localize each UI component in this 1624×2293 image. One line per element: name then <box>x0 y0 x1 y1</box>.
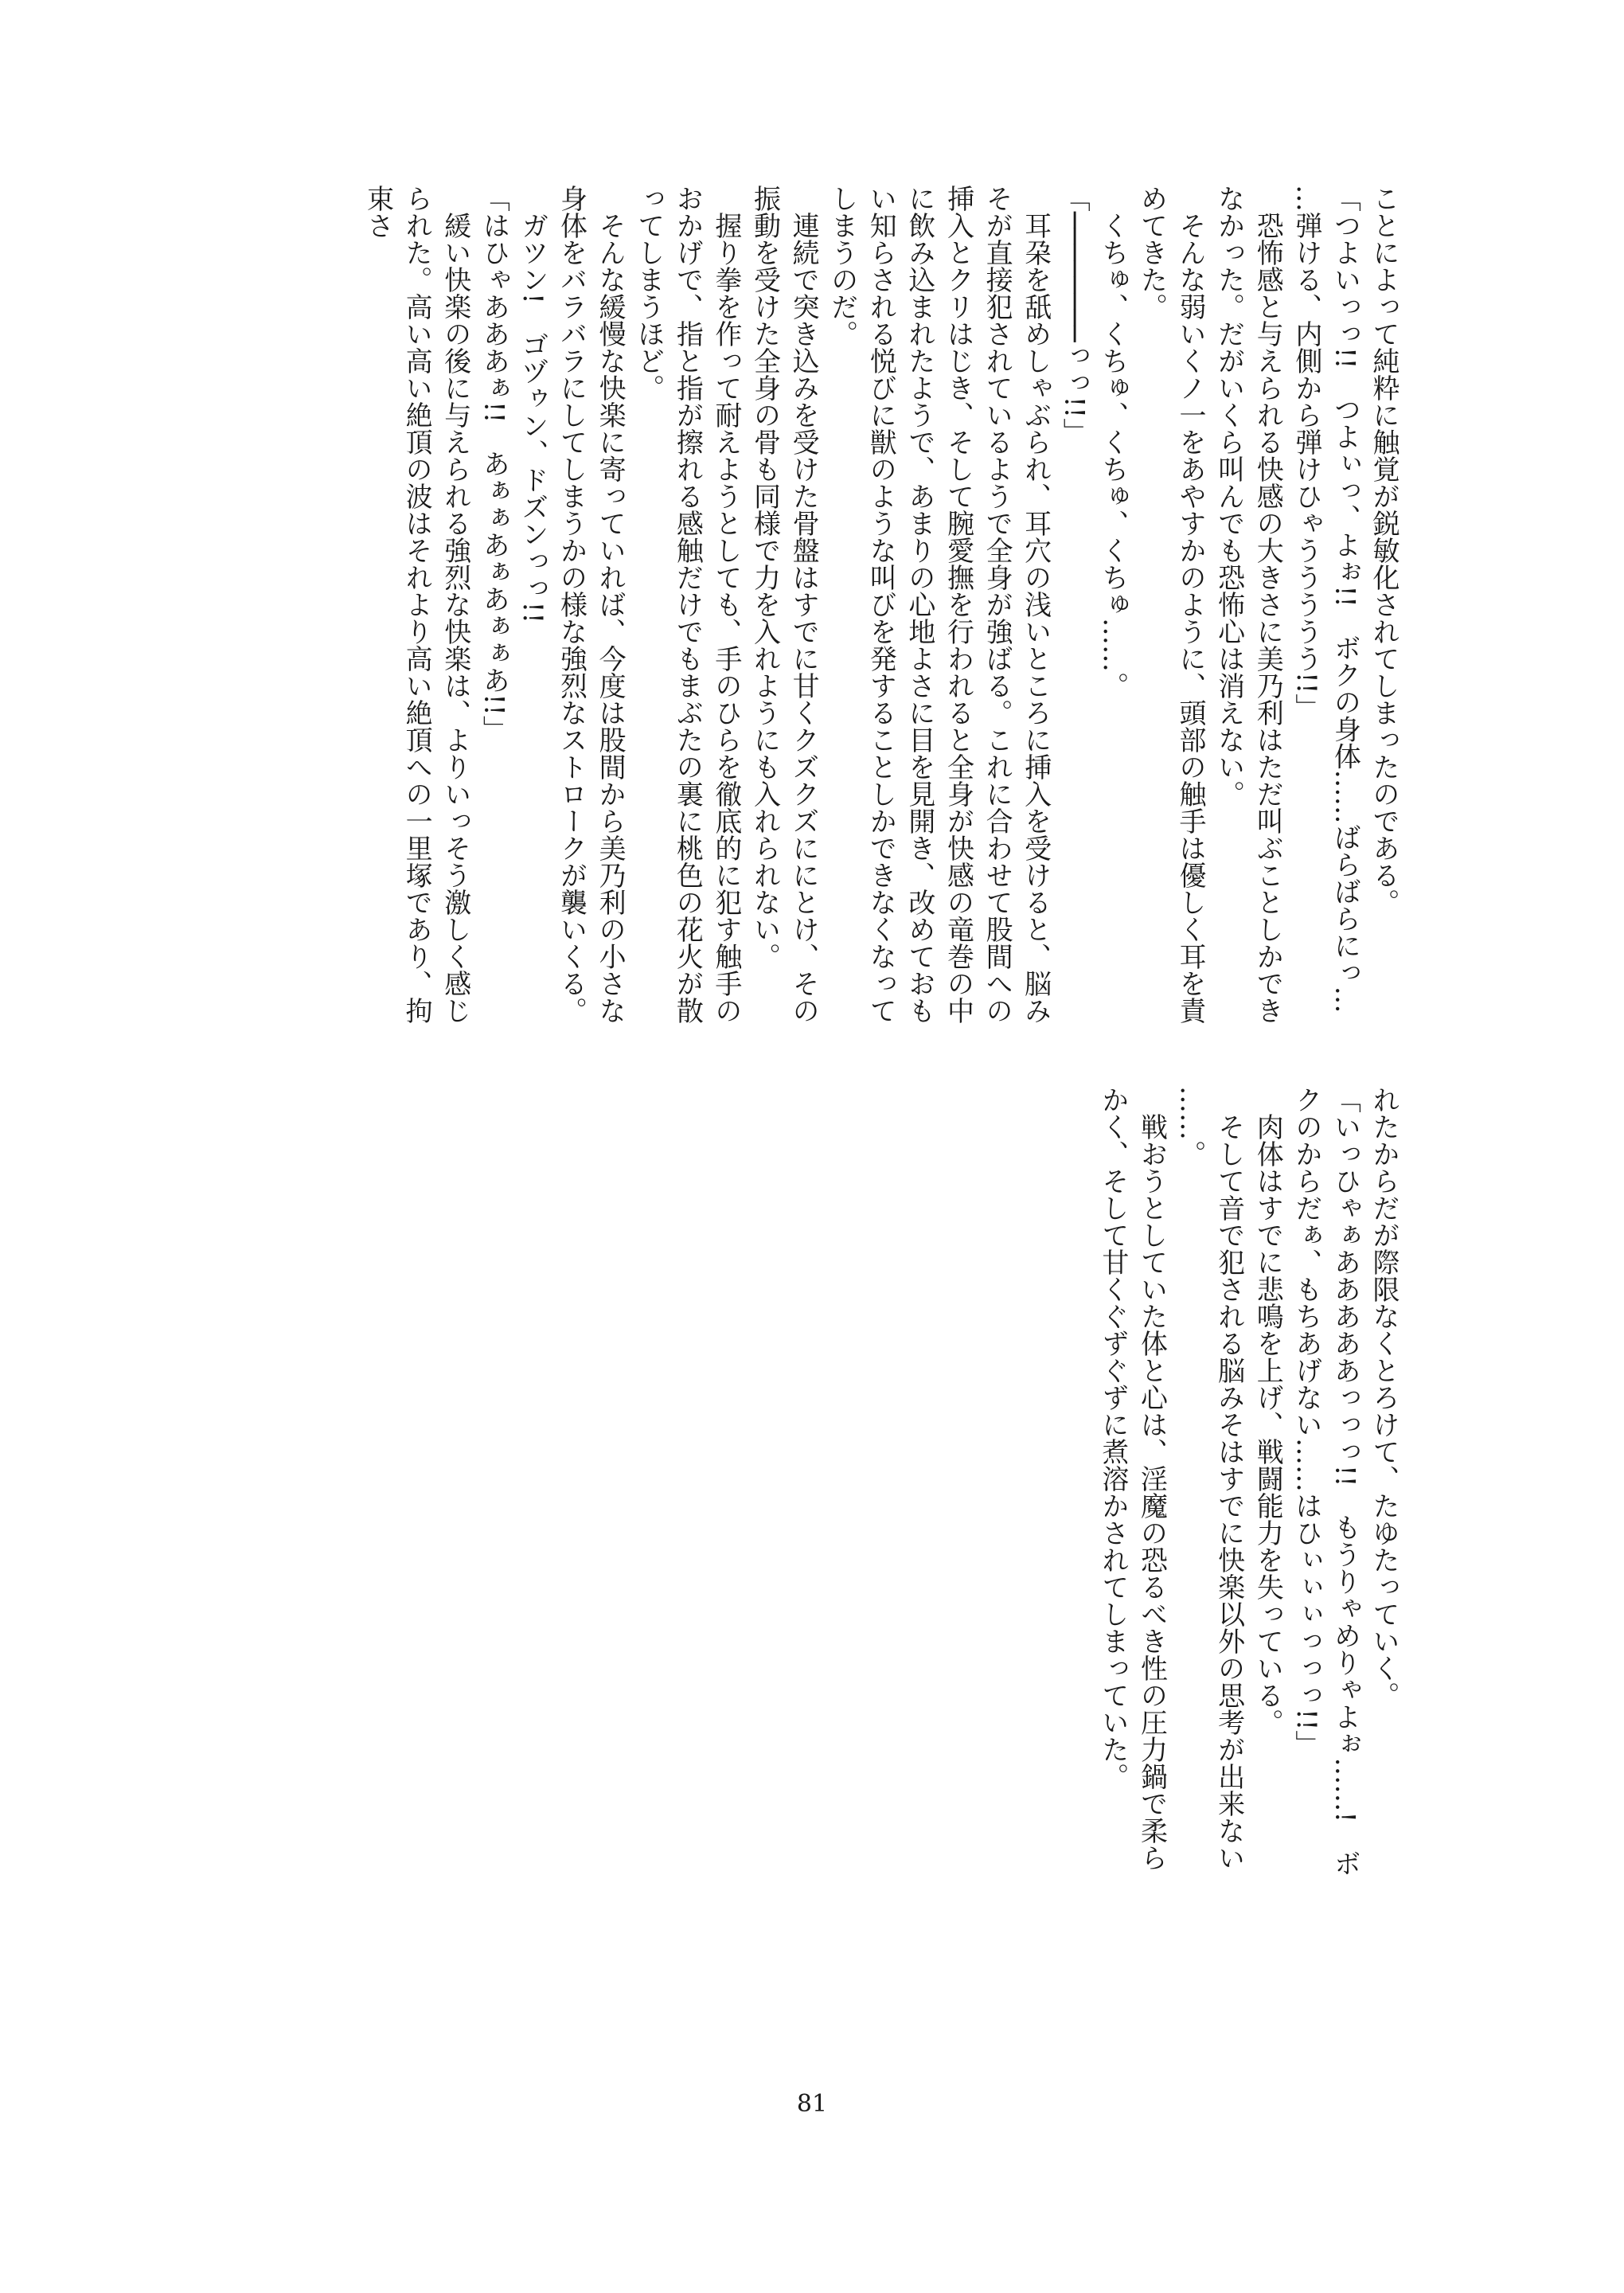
paragraph: ガツン! ゴヅゥン、ドズンっっ!! <box>516 212 548 623</box>
paragraph: 「────────っっ!!」 <box>1058 185 1091 446</box>
page-number: 81 <box>796 2090 828 2118</box>
paragraph: 耳朶を舐めしゃぶられ、耳穴の浅いところに挿入を受けると、脳みそが直接犯されているようで全身が強ばる。これに合わせて股間への挿入とクリはじき、そして腕愛撫を行われると全身が快感の竜巻の中に飲み込まれたようで、あまりの心地よさに目を見開き、改めておもい知らされる悦びに獣のような叫びを発することしかできなくなってしまうのだ。 <box>826 185 1052 1024</box>
paragraph: 連続で突き込みを受けた骨盤はすでに甘くクズクズににとけ、その振動を受けた全身の骨も同様で力を入れようにも入れられない。 <box>748 185 820 1024</box>
paragraph: れたからだが際限なくとろけて、たゆたっていく。 <box>1368 1086 1400 1709</box>
paragraph: そんな緩慢な快楽に寄っていれば、今度は股間から美乃利の小さな身体をバラバラにしてしまうかの様な強烈なストロークが襲いくる。 <box>555 185 627 1024</box>
paragraph: 緩い快楽の後に与えられる強烈な快楽は、よりいっそう激しく感じられた。高い高い絶頂の波はそれより高い絶頂への一里塚であり、拘束さ <box>361 185 471 1024</box>
paragraph: 「つよいっっ!! つよぃっ、よぉ!! ボクの身体……ばらばらにっ……弾ける、内側から弾けひゃううううう!!」 <box>1290 185 1361 1014</box>
paragraph: くちゅ、くちゅ、くちゅ、くちゅ……。 <box>1096 212 1129 699</box>
paragraph: 戦おうとしていた体と心は、淫魔の恐るべき性の圧力鍋で柔らかく、そして甘くぐずぐずに煮溶かされてしまっていた。 <box>1096 1086 1168 1871</box>
paragraph: 恐怖感と与えられる快感の大きさに美乃利はただ叫ぶことしかできなかった。だがいくら叫んでも恐怖心は消えない。 <box>1212 185 1284 1024</box>
paragraph: 「はひゃあああぁ!! あぁぁあぁあぁぁあ!!」 <box>478 185 510 743</box>
paragraph: そんな弱いくノ一をあやすかのように、頭部の触手は優しく耳を責めてきた。 <box>1135 185 1207 1024</box>
paragraph: 「いっひゃぁあああああっっっ!! もうりゃめりゃよぉ……! ボクのからだぁ、もちあげない……はひぃぃぃっっっ!!」 <box>1290 1086 1361 1877</box>
paragraph: 肉体はすでに悲鳴を上げ、戦闘能力を失っている。 <box>1251 1113 1284 1736</box>
upper-text-column <box>193 185 1403 1037</box>
paragraph: ことによって純粋に触覚が鋭敏化されてしまったのである。 <box>1368 185 1400 916</box>
paragraph: そして音で犯される脳みそはすでに快楽以外の思考が出来ない……。 <box>1174 1086 1245 1871</box>
lower-text-column <box>726 1086 1403 1890</box>
paragraph: 握り拳を作って耐えようとしても、手のひらを徹底的に犯す触手のおかげで、指と指が擦れる感触だけでもまぶたの裏に桃色の花火が散ってしまうほど。 <box>632 185 742 1024</box>
